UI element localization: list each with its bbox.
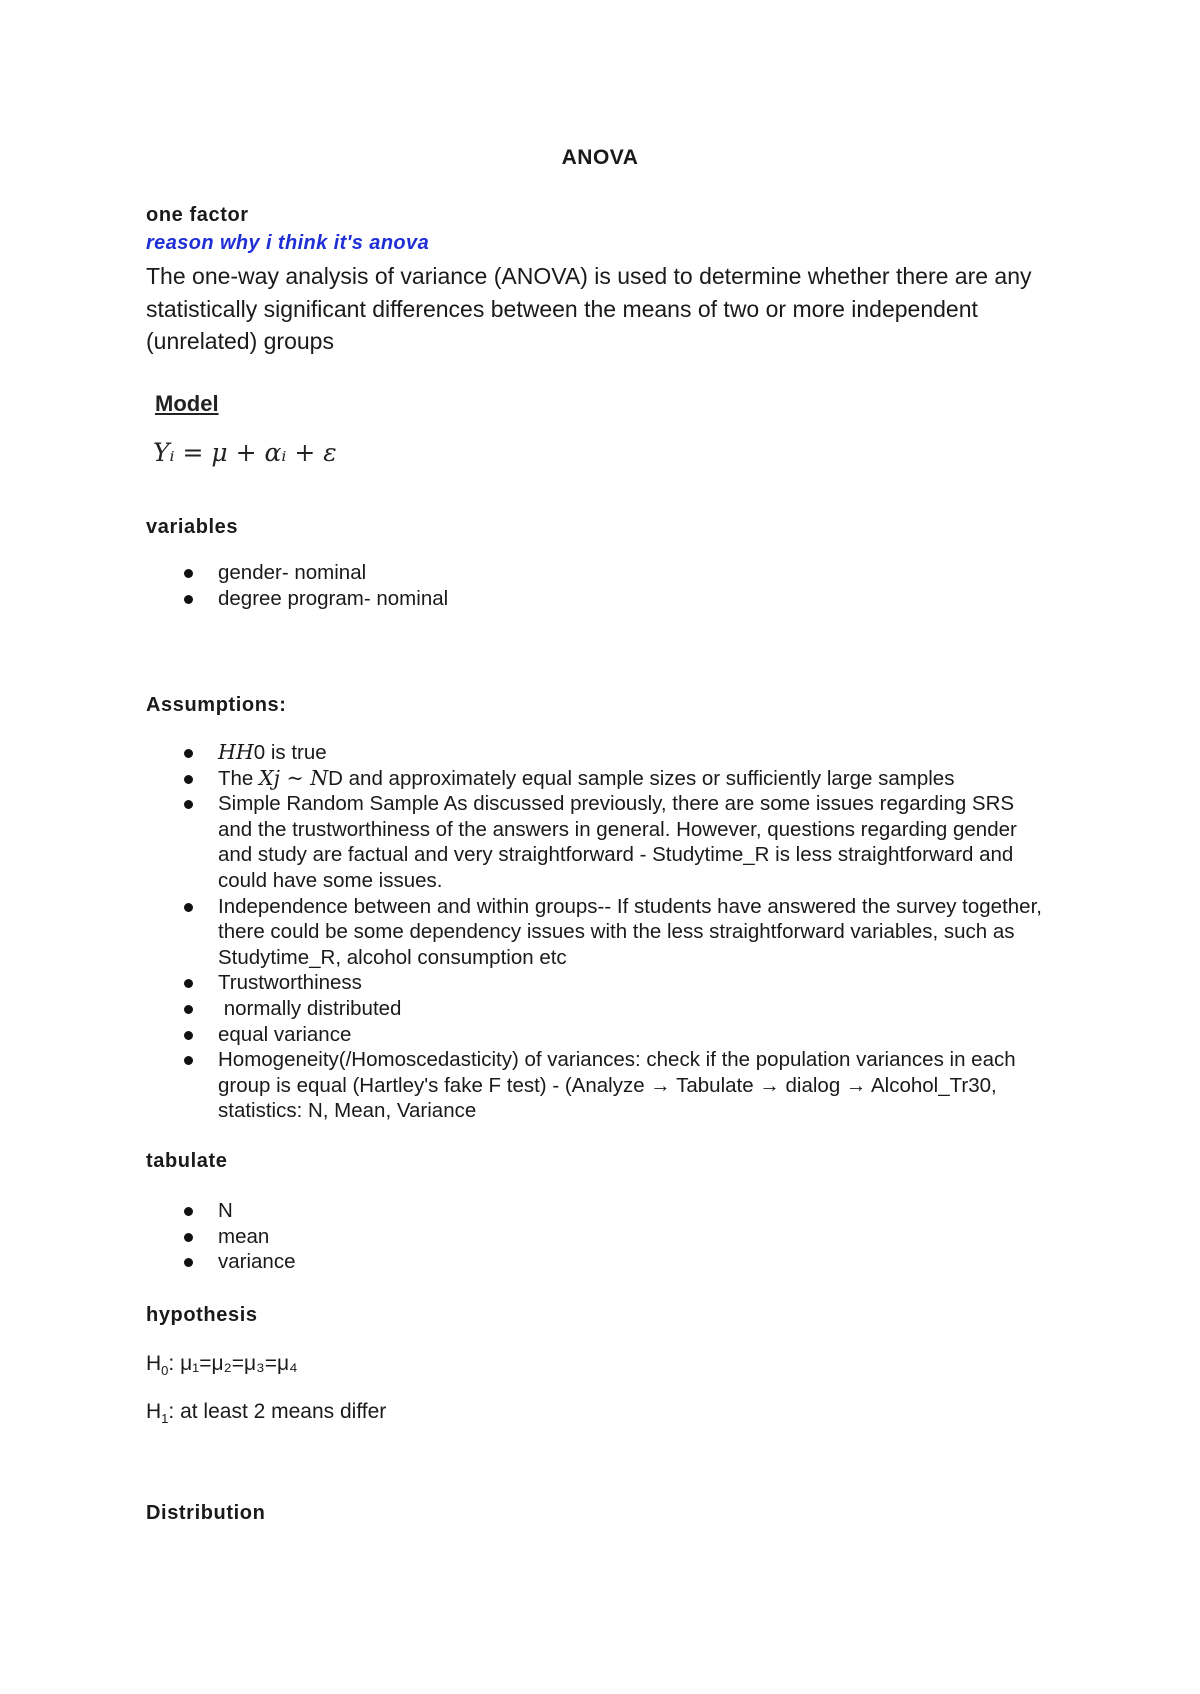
list-item: mean <box>146 1224 1046 1250</box>
bullet-icon <box>184 569 193 578</box>
list-item: N <box>146 1198 1046 1224</box>
list-item: Trustworthiness <box>146 970 1046 996</box>
intro-paragraph: The one-way analysis of variance (ANOVA) is used to determine whether there are any statistically significant differences between the means of two or more independent (unrelated) groups <box>146 263 1032 354</box>
model-heading: Model <box>155 391 219 416</box>
hypothesis-heading: hypothesis <box>146 1304 258 1326</box>
null-hypothesis: $H_0$: μ₁=μ₂=μ₃=μ₄ <box>146 1352 298 1379</box>
model-formula: Yᵢ = μ + αᵢ + ε <box>153 438 337 467</box>
bullet-icon <box>184 749 193 758</box>
distribution-heading: Distribution <box>146 1502 266 1524</box>
bullet-icon <box>184 1031 193 1040</box>
bullet-icon <box>184 1258 193 1267</box>
reason-heading: reason why i think it's anova <box>146 232 430 254</box>
bullet-icon <box>184 1005 193 1014</box>
list-item: degree program- nominal <box>146 586 1046 612</box>
page-title: ANOVA <box>561 146 639 169</box>
assumptions-heading: Assumptions: <box>146 694 287 716</box>
tabulate-heading: tabulate <box>146 1150 228 1172</box>
list-item: Homogeneity(/Homoscedasticity) of variances: check if the population variances in each group is equal (Hartley's fake F test) - (Analyze → Tabulate → dialog → Alcohol_Tr30, statistics: N, Mean, Variance <box>146 1047 1046 1124</box>
one-factor-heading: one factor <box>146 204 249 226</box>
list-item: variance <box>146 1249 1046 1275</box>
list-item: gender- nominal <box>146 560 1046 586</box>
list-item: Simple Random Sample As discussed previously, there are some issues regarding SRS and the trustworthiness of the answers in general. However, questions regarding gender and study are factual and very straightforward - Studytime_R is less straightforward and could have some issues. <box>146 791 1046 893</box>
list-item: 𝐻𝐻0 is true <box>146 740 1046 766</box>
variables-list <box>146 560 1046 611</box>
bullet-icon <box>184 1207 193 1216</box>
list-item: equal variance <box>146 1022 1046 1048</box>
bullet-icon <box>184 903 193 912</box>
list-item: Independence between and within groups-- If students have answered the survey together, there could be some dependency issues with the less straightforward variables, such as Studytime_R, alcohol consumption etc <box>146 894 1046 971</box>
alternative-hypothesis: $H_1$: at least 2 means differ <box>146 1400 387 1427</box>
variables-heading: variables <box>146 516 239 538</box>
bullet-icon <box>184 595 193 604</box>
bullet-icon <box>184 775 193 784</box>
list-item: The 𝑋𝑗 ~ 𝑁D and approximately equal sample sizes or sufficiently large samples <box>146 766 1046 792</box>
bullet-icon <box>184 1056 193 1065</box>
bullet-icon <box>184 979 193 988</box>
tabulate-list <box>146 1198 1046 1275</box>
bullet-icon <box>184 1233 193 1242</box>
assumptions-list <box>146 740 1046 1124</box>
bullet-icon <box>184 800 193 809</box>
list-item: normally distributed <box>146 996 1046 1022</box>
